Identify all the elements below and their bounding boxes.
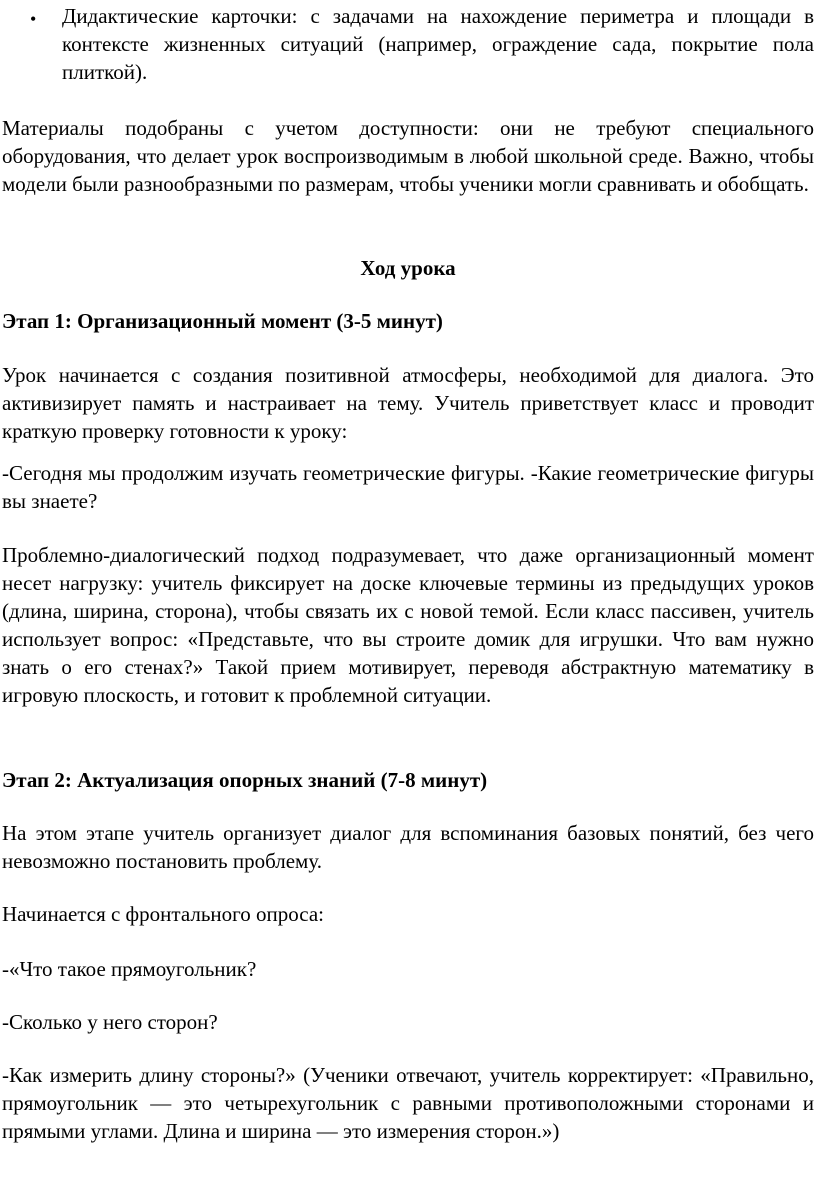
paragraph-stage1-questions: -Сегодня мы продолжим изучать геометрические фигуры. -Какие геометрические фигуры вы знаете? xyxy=(2,461,814,513)
paragraph-materials: Материалы подобраны с учетом доступности: они не требуют специального оборудования, что делает урок воспроизводимым в любой школьной среде. Важно, чтобы модели были разнообразными по размерам, чтобы ученики могли сравнивать и обобщать. xyxy=(2,116,814,196)
paragraph-stage2-question-1: -«Что такое прямоугольник? xyxy=(2,957,257,981)
paragraph-stage2-intro: На этом этапе учитель организует диалог для вспоминания базовых понятий, без чего невозможно постановить проблему. xyxy=(2,821,814,873)
bullet-item-text: Дидактические карточки: с задачами на нахождение периметра и площади в контексте жизненных ситуаций (например, ограждение сада, покрытие пола плиткой). xyxy=(62,4,814,84)
bullet-dot-icon: • xyxy=(30,9,37,29)
heading-stage-2: Этап 2: Актуализация опорных знаний (7-8 минут) xyxy=(2,768,488,792)
heading-stage-1: Этап 1: Организационный момент (3-5 минут) xyxy=(2,309,443,333)
paragraph-stage2-question-3: -Как измерить длину стороны?» (Ученики отвечают, учитель корректирует: «Правильно, прямоугольник — это четырехугольник с равными противоположными сторонами и прямыми углами. Длина и ширина — это измерения сторон.») xyxy=(2,1063,814,1143)
paragraph-stage1-approach: Проблемно-диалогический подход подразумевает, что даже организационный момент несет нагрузку: учитель фиксирует на доске ключевые термины из предыдущих уроков (длина, ширина, сторона), чтобы связать их с новой темой. Если класс пассивен, учитель использует вопрос: «Представьте, что вы строите домик для игрушки. Что вам нужно знать о его стенах?» Такой прием мотивирует, переводя абстрактную математику в игровую плоскость, и готовит к проблемной ситуации. xyxy=(2,543,814,707)
paragraph-stage2-survey: Начинается с фронтального опроса: xyxy=(2,902,324,926)
heading-lesson-course: Ход урока xyxy=(360,256,456,280)
paragraph-stage2-question-2: -Сколько у него сторон? xyxy=(2,1010,218,1034)
paragraph-stage1-intro: Урок начинается с создания позитивной атмосферы, необходимой для диалога. Это активизирует память и настраивает на тему. Учитель приветствует класс и проводит краткую проверку готовности к уроку: xyxy=(2,363,814,443)
